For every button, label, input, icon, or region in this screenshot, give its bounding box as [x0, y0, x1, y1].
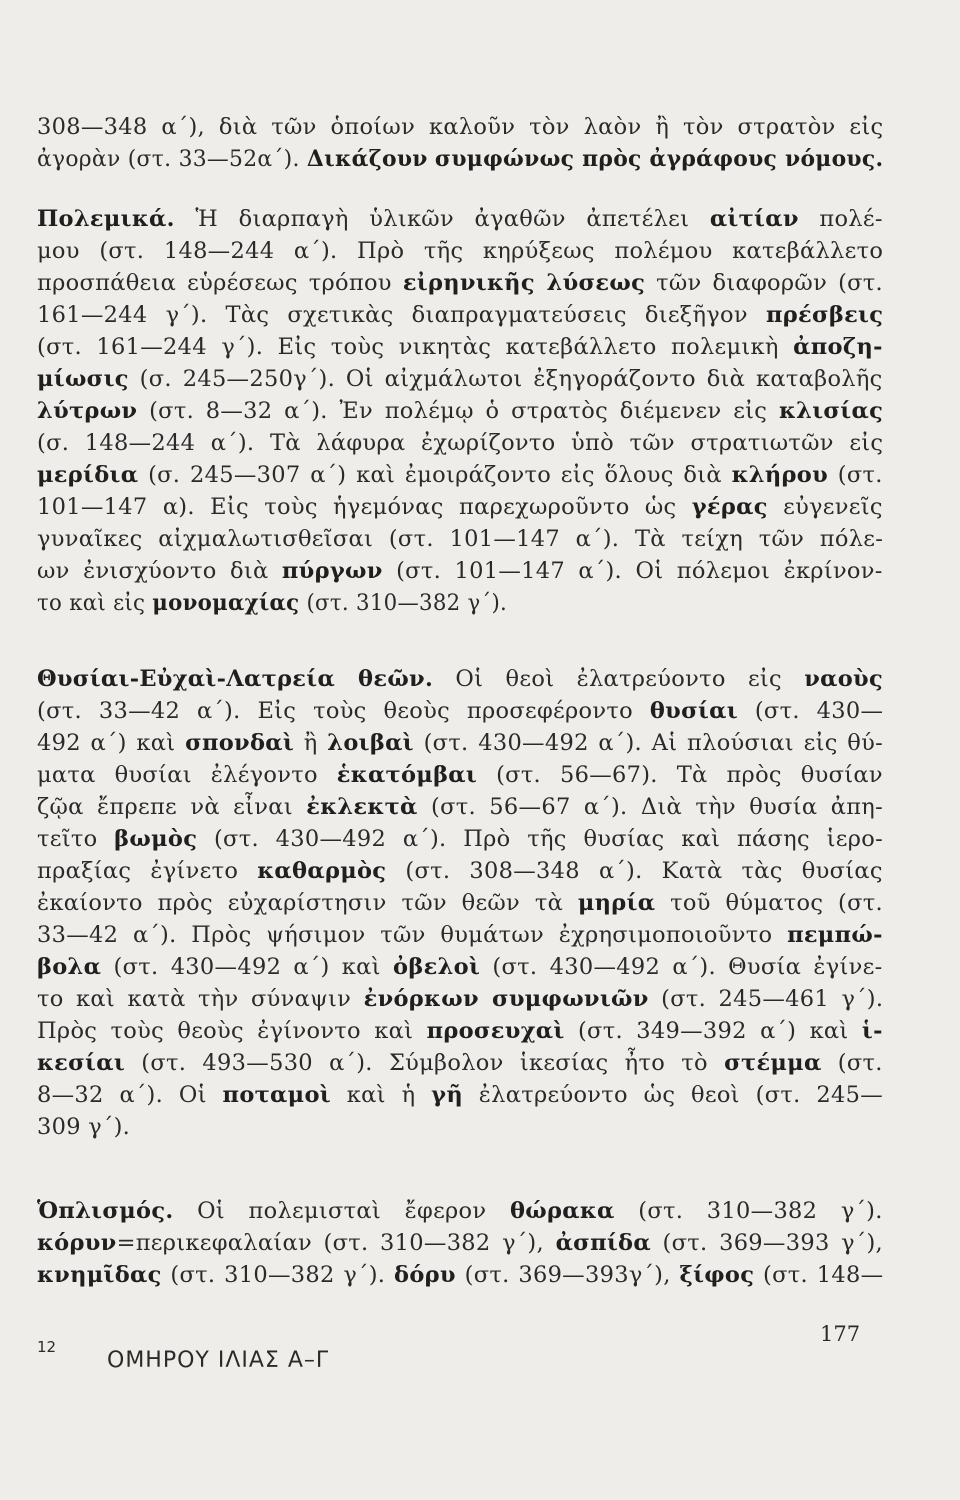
bold-term: θώρακα [509, 1198, 615, 1224]
text-line: Πολεμικά. Ἡ διαρπαγὴ ὑλικῶν ἀγαθῶν ἀπετέλει αἰτίαν πολέ- [37, 206, 883, 232]
bold-term: δόρυ [394, 1262, 456, 1288]
bold-term: μίωσις [37, 366, 129, 392]
text-line: Πρὸς τοὺς θεοὺς ἐγίνοντο καὶ προσευχαὶ (στ. 349—392 α΄) καὶ ἱ- [37, 1018, 883, 1044]
text-line: μίωσις (σ. 245—250γ΄). Οἱ αἰχμάλωτοι ἐξηγοράζοντο διὰ καταβολῆς [37, 366, 883, 392]
text-line: ἀγορὰν (στ. 33—52α΄). Δικάζουν συμφώνως πρὸς ἀγράφους νόμους. [37, 146, 884, 172]
bold-term: ἐκλεκτὰ [306, 794, 418, 820]
text-line: ων ἐνισχύοντο διὰ πύργων (στ. 101—147 α΄). Οἱ πόλεμοι ἐκρίνον- [37, 558, 883, 584]
bold-term: ποταμοὶ [222, 1082, 331, 1108]
bold-term: πεμπώ- [787, 922, 883, 948]
bold-term: κλισίας [778, 398, 884, 424]
page-number: 177 [820, 1322, 861, 1346]
text-line: το καὶ κατὰ τὴν σύναψιν ἐνόρκων συμφωνιῶν (στ. 245—461 γ΄). [37, 986, 884, 1012]
text-line: 33—42 α΄). Πρὸς ψήσιμον τῶν θυμάτων ἐχρησιμοποιοῦντο πεμπώ- [37, 922, 883, 948]
text-line: κνημῖδας (στ. 310—382 γ΄). δόρυ (στ. 369—393γ΄), ξίφος (στ. 148— [37, 1262, 884, 1288]
text-line: 161—244 γ΄). Τὰς σχετικὰς διαπραγματεύσεις διεξῆγον πρέσβεις [37, 302, 884, 328]
bold-term: ἀποζη- [793, 334, 883, 360]
text-line: μερίδια (σ. 245—307 α΄) καὶ ἐμοιράζοντο εἰς ὅλους διὰ κλήρου (στ. [37, 462, 883, 488]
bold-term: καθαρμὸς [257, 858, 387, 884]
text-line: 309 γ΄). [37, 1114, 131, 1140]
bold-term: μερίδια [37, 462, 139, 488]
bold-term: πύργων [281, 558, 383, 584]
bold-term: ξίφος [679, 1262, 755, 1288]
text-line: πραξίας ἐγίνετο καθαρμὸς (στ. 308—348 α΄). Κατὰ τὰς θυσίας [37, 858, 883, 884]
bold-term: σπονδαὶ [185, 730, 295, 756]
bold-term: κόρυν [37, 1230, 117, 1256]
text-line: ματα θυσίαι ἐλέγοντο ἑκατόμβαι (στ. 56—67). Τὰ πρὸς θυσίαν [37, 762, 883, 788]
text-line: κόρυν=περικεφαλαίαν (στ. 310—382 γ΄), ἀσπίδα (στ. 369—393 γ΄), [37, 1230, 883, 1256]
text-line: Ὁπλισμός. Οἱ πολεμισταὶ ἔφερον θώρακα (στ. 310—382 γ΄). [37, 1198, 883, 1224]
bold-term: θυσίαι [649, 698, 738, 724]
bold-term: κλήρου [731, 462, 829, 488]
bold-term: γέρας [691, 494, 768, 520]
bold-term: μηρία [577, 890, 656, 916]
text-line: κεσίαι (στ. 493—530 α΄). Σύμβολον ἱκεσίας ἦτο τὸ στέμμα (στ. [37, 1050, 883, 1076]
bold-term: βολα [37, 954, 102, 980]
bold-term: στέμμα [724, 1050, 822, 1076]
text-line: ἐκαίοντο πρὸς εὐχαρίστησιν τῶν θεῶν τὰ μηρία τοῦ θύματος (στ. [37, 890, 883, 916]
bold-term: Ὁπλισμός. [37, 1198, 174, 1224]
text-line: τεῖτο βωμὸς (στ. 430—492 α΄). Πρὸ τῆς θυσίας καὶ πάσης ἱερο- [37, 826, 883, 852]
bold-term: ἱ- [861, 1018, 883, 1044]
bold-term: Πολεμικά. [37, 206, 175, 232]
bold-term: Θυσίαι-Εὐχαὶ-Λατρεία θεῶν. [37, 666, 434, 692]
bold-term: ἀσπίδα [555, 1230, 651, 1256]
bold-term: ναοὺς [804, 666, 883, 692]
text-line: μου (στ. 148—244 α΄). Πρὸ τῆς κηρύξεως πολέμου κατεβάλλετο [37, 238, 884, 264]
bold-term: ἑκατόμβαι [336, 762, 478, 788]
bold-term: αἰτίαν [709, 206, 799, 232]
bold-term: προσευχαὶ [426, 1018, 565, 1044]
text-line: 8—32 α΄). Οἱ ποταμοὶ καὶ ἡ γῆ ἐλατρεύοντο ὡς θεοὶ (στ. 245— [37, 1082, 884, 1108]
text-line: το καὶ εἰς μονομαχίας (στ. 310—382 γ΄). [37, 590, 508, 616]
bold-term: λοιβαὶ [327, 730, 414, 756]
text-line: (στ. 161—244 γ΄). Εἰς τοὺς νικητὰς κατεβάλλετο πολεμικὴ ἀποζη- [37, 334, 883, 360]
text-line: (στ. 33—42 α΄). Εἰς τοὺς θεοὺς προσεφέροντο θυσίαι (στ. 430— [37, 698, 884, 724]
text-line: βολα (στ. 430—492 α΄) καὶ ὀβελοὶ (στ. 430—492 α΄). Θυσία ἐγίνε- [37, 954, 883, 980]
signature-mark: 12 [37, 1338, 57, 1356]
bold-term: μονομαχίας [152, 590, 300, 616]
text-line: 101—147 α). Εἰς τοὺς ἡγεμόνας παρεχωροῦντο ὡς γέρας εὐγενεῖς [37, 494, 883, 520]
bold-term: βωμὸς [114, 826, 198, 852]
bold-term: κνημῖδας [37, 1262, 162, 1288]
running-footer-title: ΟΜΗΡΟΥ ΙΛΙΑΣ Α–Γ [107, 1348, 330, 1373]
bold-term: λύτρων [37, 398, 138, 424]
text-line: λύτρων (στ. 8—32 α΄). Ἐν πολέμῳ ὁ στρατὸς διέμενεν εἰς κλισίας [37, 398, 884, 424]
bold-term: συμφώνως πρὸς ἀγράφους νόμους. [434, 146, 884, 172]
bold-term: εἰρηνικῆς λύσεως [402, 270, 646, 296]
text-line: γυναῖκες αἰχμαλωτισθεῖσαι (στ. 101—147 α΄). Τὰ τείχη τῶν πόλε- [37, 526, 884, 552]
text-line: (σ. 148—244 α΄). Τὰ λάφυρα ἐχωρίζοντο ὑπὸ τῶν στρατιωτῶν εἰς [37, 430, 884, 456]
bold-term: Δικάζουν [306, 146, 428, 172]
bold-term: πρέσβεις [765, 302, 884, 328]
bold-term: ὀβελοὶ [393, 954, 481, 980]
bold-term: γῆ [431, 1082, 463, 1108]
text-line: Θυσίαι-Εὐχαὶ-Λατρεία θεῶν. Οἱ θεοὶ ἐλατρεύοντο εἰς ναοὺς [37, 666, 883, 692]
text-line: προσπάθεια εὑρέσεως τρόπου εἰρηνικῆς λύσεως τῶν διαφορῶν (στ. [37, 270, 884, 296]
text-line: ζῷα ἔπρεπε νὰ εἶναι ἐκλεκτὰ (στ. 56—67 α΄). Διὰ τὴν θυσία ἀπη- [37, 794, 883, 820]
bold-term: ἐνόρκων συμφωνιῶν [363, 986, 649, 1012]
bold-term: κεσίαι [37, 1050, 126, 1076]
text-line: 308—348 α΄), διὰ τῶν ὁποίων καλοῦν τὸν λαὸν ἢ τὸν στρατὸν εἰς [37, 114, 884, 140]
text-line: 492 α΄) καὶ σπονδαὶ ἢ λοιβαὶ (στ. 430—492 α΄). Αἱ πλούσιαι εἰς θύ- [37, 730, 884, 756]
